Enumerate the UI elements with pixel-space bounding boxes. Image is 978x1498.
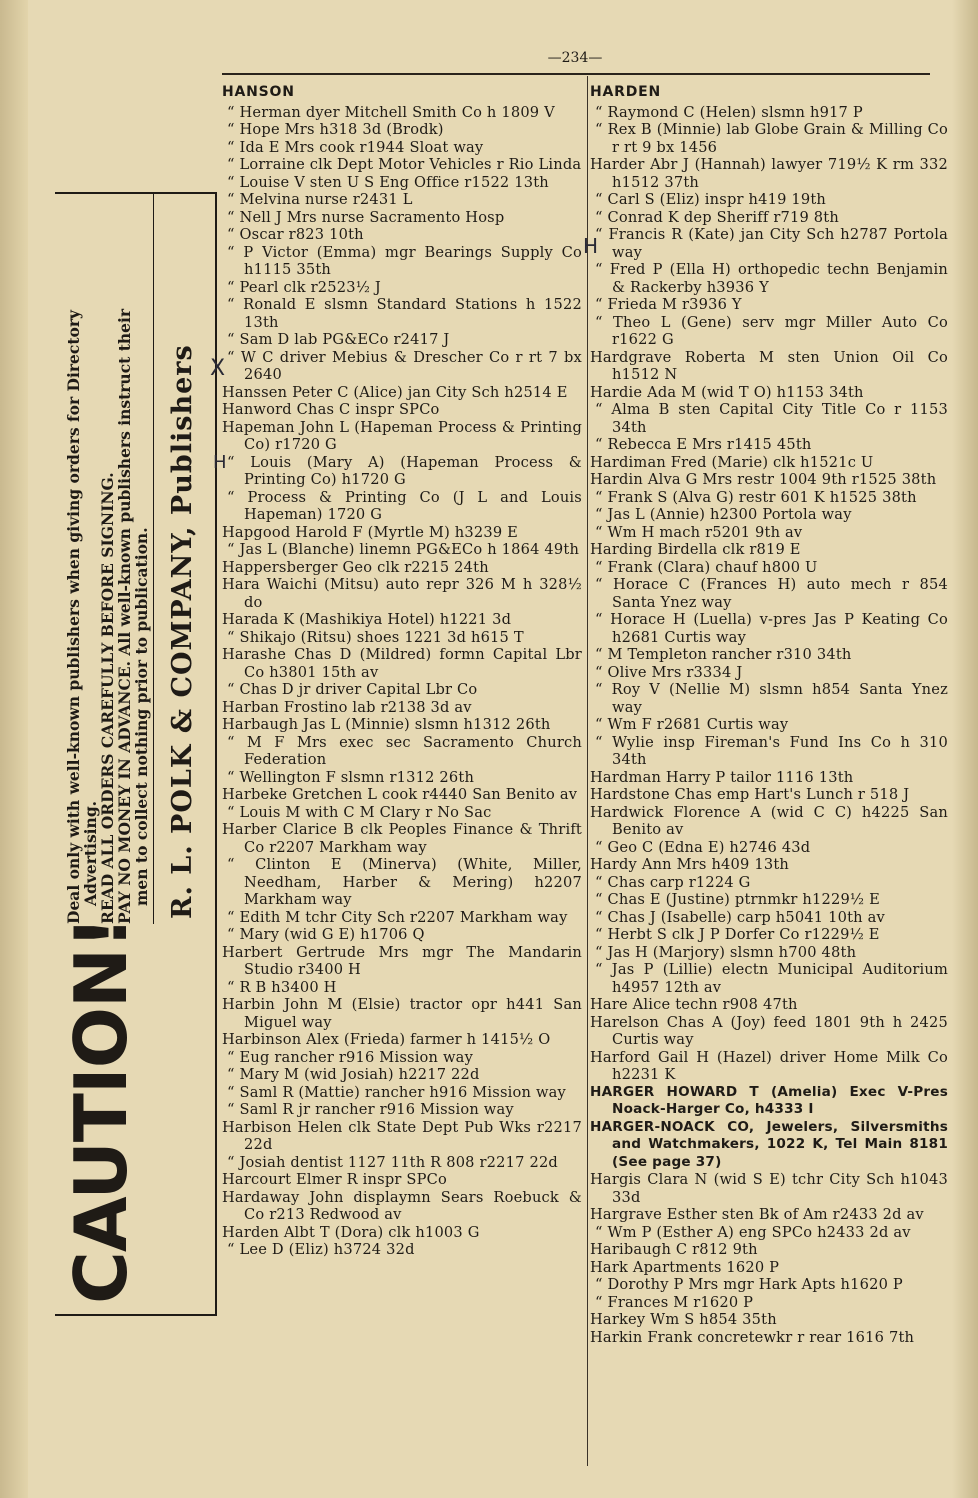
directory-entry: Harkey Wm S h854 35th	[590, 1311, 777, 1328]
left-column-header: HANSON	[222, 84, 295, 100]
directory-entry: Hardaway John displaymn Sears Roebuck & Co r213 Redwood av	[222, 1188, 582, 1223]
directory-entry: “ Mary (wid G E) h1706 Q	[227, 926, 425, 943]
directory-entry: “ P Victor (Emma) mgr Bearings Supply Co h1115 35th	[227, 243, 582, 278]
directory-entry: “ Horace H (Luella) v-pres Jas P Keating Co h2681 Curtis way	[595, 611, 948, 646]
directory-entry: Hardin Alva G Mrs restr 1004 9th r1525 38th	[590, 471, 937, 488]
directory-entry: Haribaugh C r812 9th	[590, 1241, 758, 1258]
directory-entry: “ Chas E (Justine) ptrnmkr h1229½ E	[595, 891, 880, 908]
directory-entry: “ Conrad K dep Sheriff r719 8th	[595, 208, 839, 226]
directory-entry: “ Jas P (Lillie) electn Municipal Auditorium h4957 12th av	[595, 961, 948, 996]
directory-entry: HARGER-NOACK CO, Jewelers, Silversmiths and Watchmakers, 1022 K, Tel Main 8181 (See page 37)	[590, 1118, 948, 1170]
directory-entry: Hardstone Chas emp Hart's Lunch r 518 J	[590, 786, 910, 803]
directory-entry: Harada K (Mashikiya Hotel) h1221 3d	[222, 611, 512, 628]
directory-entry: Harbin John M (Elsie) tractor opr h441 San Miguel way	[222, 996, 582, 1031]
directory-entry: HARGER HOWARD T (Amelia) Exec V-Pres Noack-Harger Co, h4333 I	[590, 1083, 948, 1117]
top-rule	[222, 73, 930, 75]
directory-entry: “ Josiah dentist 1127 11th R 808 r2217 22d	[227, 1153, 558, 1171]
directory-entry: “ Horace C (Frances H) auto mech r 854 Santa Ynez way	[595, 576, 948, 611]
directory-entry: “ Sam D lab PG&ECo r2417 J	[227, 331, 450, 348]
directory-entry: Harden Albt T (Dora) clk h1003 G	[222, 1223, 480, 1241]
directory-entry: “ Alma B sten Capital City Title Co r 1153 34th	[595, 401, 948, 436]
directory-entry: Hargrave Esther sten Bk of Am r2433 2d av	[590, 1206, 924, 1223]
directory-entry: Harber Clarice B clk Peoples Finance & Thrift Co r2207 Markham way	[222, 821, 582, 856]
directory-entry: “ Louis (Mary A) (Hapeman Process & Printing Co) h1720 G	[227, 453, 582, 488]
directory-entry: Harashe Chas D (Mildred) formn Capital Lbr Co h3801 15th av	[222, 646, 582, 681]
directory-entry: “ Wylie insp Fireman's Fund Ins Co h 310 34th	[595, 733, 948, 768]
directory-entry: “ Jas L (Blanche) linemn PG&ECo h 1864 49th	[227, 541, 580, 558]
directory-entry: “ Jas L (Annie) h2300 Portola way	[595, 506, 852, 523]
directory-entry: “ Chas J (Isabelle) carp h5041 10th av	[595, 908, 885, 926]
directory-entry: “ R B h3400 H	[227, 978, 337, 996]
directory-entry: Harbaugh Jas L (Minnie) slsmn h1312 26th	[222, 716, 551, 733]
directory-entry: Harder Abr J (Hannah) lawyer 719½ K rm 332 h1512 37th	[590, 156, 948, 191]
directory-entry: “ Wm F r2681 Curtis way	[595, 716, 789, 733]
directory-entry: “ Fred P (Ella H) orthopedic techn Benjamin & Rackerby h3936 Y	[595, 261, 948, 296]
right-column-header: HARDEN	[590, 84, 662, 100]
margin-mark-h-right: H	[583, 234, 599, 258]
caution-publisher: R. L. POLK & COMPANY, Publishers	[167, 344, 198, 919]
directory-entry: “ Herman dyer Mitchell Smith Co h 1809 V	[227, 103, 555, 121]
directory-entry: “ Chas D jr driver Capital Lbr Co	[227, 681, 478, 698]
directory-entry: Harford Gail H (Hazel) driver Home Milk Co h2231 K	[590, 1048, 948, 1083]
directory-entry: “ Process & Printing Co (J L and Louis Hapeman) 1720 G	[227, 488, 582, 523]
directory-entry: “ Carl S (Eliz) inspr h419 19th	[595, 191, 827, 208]
caution-heading: CAUTION!	[59, 916, 143, 1304]
directory-entry: “ Saml R jr rancher r916 Mission way	[227, 1101, 514, 1118]
directory-entry: Hanssen Peter C (Alice) jan City Sch h2514 E	[222, 383, 568, 401]
directory-entry: “ Hope Mrs h318 3d (Brodk)	[227, 121, 444, 138]
caution-rule	[153, 194, 154, 924]
directory-entry: “ Frank (Clara) chauf h800 U	[595, 558, 818, 576]
directory-entry: Hardgrave Roberta M sten Union Oil Co h1512 N	[590, 348, 948, 383]
directory-entry: Harbinson Alex (Frieda) farmer h 1415½ O	[222, 1031, 551, 1048]
caution-line-3: READ ALL ORDERS CAREFULLY BEFORE SIGNING.	[98, 472, 117, 924]
directory-entry: “ Nell J Mrs nurse Sacramento Hosp	[227, 208, 505, 226]
directory-entry: Hara Waichi (Mitsu) auto repr 326 M h 328½ do	[222, 576, 582, 611]
directory-entry: “ Eug rancher r916 Mission way	[227, 1048, 474, 1066]
directory-entry: Hardiman Fred (Marie) clk h1521c U	[590, 453, 874, 471]
directory-entry: “ Ronald E slsmn Standard Stations h 1522 13th	[227, 296, 582, 331]
directory-entry: “ Shikajo (Ritsu) shoes 1221 3d h615 T	[227, 628, 524, 646]
directory-entry: Harban Frostino lab r2138 3d av	[222, 698, 472, 716]
directory-entry: “ Dorothy P Mrs mgr Hark Apts h1620 P	[595, 1276, 903, 1293]
directory-entry: “ Melvina nurse r2431 L	[227, 191, 413, 208]
directory-entry: Hark Apartments 1620 P	[590, 1258, 780, 1276]
directory-entry: “ Lee D (Eliz) h3724 32d	[227, 1241, 415, 1258]
directory-entry: “ Theo L (Gene) serv mgr Miller Auto Co r1622 G	[595, 313, 948, 348]
directory-entry: Harbison Helen clk State Dept Pub Wks r2217 22d	[222, 1118, 582, 1153]
directory-entry: “ Wm H mach r5201 9th av	[595, 523, 803, 541]
directory-entry: Harelson Chas A (Joy) feed 1801 9th h 2425 Curtis way	[590, 1013, 948, 1048]
directory-entry: Hardman Harry P tailor 1116 13th	[590, 768, 854, 786]
directory-entry: “ Chas carp r1224 G	[595, 873, 751, 891]
caution-box	[55, 192, 217, 1316]
directory-entry: “ Clinton E (Minerva) (White, Miller, Needham, Harber & Mering) h2207 Markham way	[227, 856, 582, 908]
directory-entry: “ Wellington F slsmn r1312 26th	[227, 768, 475, 786]
directory-entry: Harcourt Elmer R inspr SPCo	[222, 1171, 447, 1188]
directory-entry: “ Rex B (Minnie) lab Globe Grain & Milling Co r rt 9 bx 1456	[595, 121, 948, 156]
directory-entry: Hanword Chas C inspr SPCo	[222, 401, 440, 418]
directory-entry: “ Saml R (Mattie) rancher h916 Mission way	[227, 1083, 566, 1101]
directory-entry: Harkin Frank concretewkr r rear 1616 7th	[590, 1328, 915, 1346]
directory-entry: Hardie Ada M (wid T O) h1153 34th	[590, 383, 864, 401]
directory-entry: Harbert Gertrude Mrs mgr The Mandarin Studio r3400 H	[222, 943, 582, 978]
margin-mark-h-left: H	[213, 452, 227, 473]
directory-entry: “ M F Mrs exec sec Sacramento Church Federation	[227, 733, 582, 768]
directory-entry: Hardy Ann Mrs h409 13th	[590, 856, 789, 873]
directory-entry: “ Olive Mrs r3334 J	[595, 663, 743, 681]
directory-entry: “ M Templeton rancher r310 34th	[595, 646, 852, 663]
directory-entry: “ Lorraine clk Dept Motor Vehicles r Rio Linda	[227, 156, 582, 173]
directory-entry: Harding Birdella clk r819 E	[590, 541, 801, 558]
directory-entry: “ Wm P (Esther A) eng SPCo h2433 2d av	[595, 1223, 911, 1241]
directory-entry: Hare Alice techn r908 47th	[590, 996, 798, 1013]
left-column	[222, 84, 582, 1259]
column-divider	[587, 76, 588, 1466]
page-number: —234—	[547, 50, 603, 66]
directory-entry: Hapgood Harold F (Myrtle M) h3239 E	[222, 523, 519, 541]
directory-entry: Harbeke Gretchen L cook r4440 San Benito av	[222, 786, 578, 803]
directory-entry: “ Francis R (Kate) jan City Sch h2787 Portola way	[595, 226, 948, 261]
directory-entry: “ W C driver Mebius & Drescher Co r rt 7 bx 2640	[227, 348, 582, 383]
directory-entry: “ Mary M (wid Josiah) h2217 22d	[227, 1066, 480, 1083]
directory-entry: “ Frank S (Alva G) restr 601 K h1525 38th	[595, 488, 917, 506]
directory-entry: “ Jas H (Marjory) slsmn h700 48th	[595, 943, 857, 961]
page-edge	[952, 0, 978, 1498]
right-column	[590, 84, 948, 1346]
directory-entry: “ Frieda M r3936 Y	[595, 296, 742, 313]
directory-entry: “ Raymond C (Helen) slsmn h917 P	[595, 103, 863, 121]
caution-line-4: PAY NO MONEY IN ADVANCE. All well-known publishers instruct their	[115, 308, 134, 924]
binding-shadow	[0, 0, 28, 1498]
directory-entry: “ Louise V sten U S Eng Office r1522 13th	[227, 173, 549, 191]
directory-entry: Hargis Clara N (wid S E) tchr City Sch h1043 33d	[590, 1171, 948, 1206]
directory-entry: “ Oscar r823 10th	[227, 226, 364, 243]
caution-line-5: men to collect nothing prior to publication.	[132, 527, 151, 906]
directory-entry: “ Roy V (Nellie M) slsmn h854 Santa Ynez way	[595, 681, 948, 716]
directory-entry: “ Pearl clk r2523½ J	[227, 278, 381, 296]
caution-line-1: Deal only with well-known publishers when giving orders for Directory	[64, 309, 83, 924]
directory-entry: Happersberger Geo clk r2215 24th	[222, 558, 489, 576]
caution-text	[65, 204, 150, 924]
directory-entry: Hardwick Florence A (wid C C) h4225 San Benito av	[590, 803, 948, 838]
directory-entry: “ Rebecca E Mrs r1415 45th	[595, 436, 812, 453]
directory-entry: “ Louis M with C M Clary r No Sac	[227, 803, 492, 821]
margin-mark-x: X	[210, 356, 226, 381]
directory-entry: Hapeman John L (Hapeman Process & Printing Co) r1720 G	[222, 418, 582, 453]
directory-entry: “ Edith M tchr City Sch r2207 Markham way	[227, 908, 568, 926]
caution-line-2: Advertising.	[81, 800, 100, 906]
directory-entry: “ Geo C (Edna E) h2746 43d	[595, 838, 811, 856]
directory-entry: “ Ida E Mrs cook r1944 Sloat way	[227, 138, 484, 156]
directory-entry: “ Frances M r1620 P	[595, 1293, 754, 1311]
directory-entry: “ Herbt S clk J P Dorfer Co r1229½ E	[595, 926, 880, 943]
